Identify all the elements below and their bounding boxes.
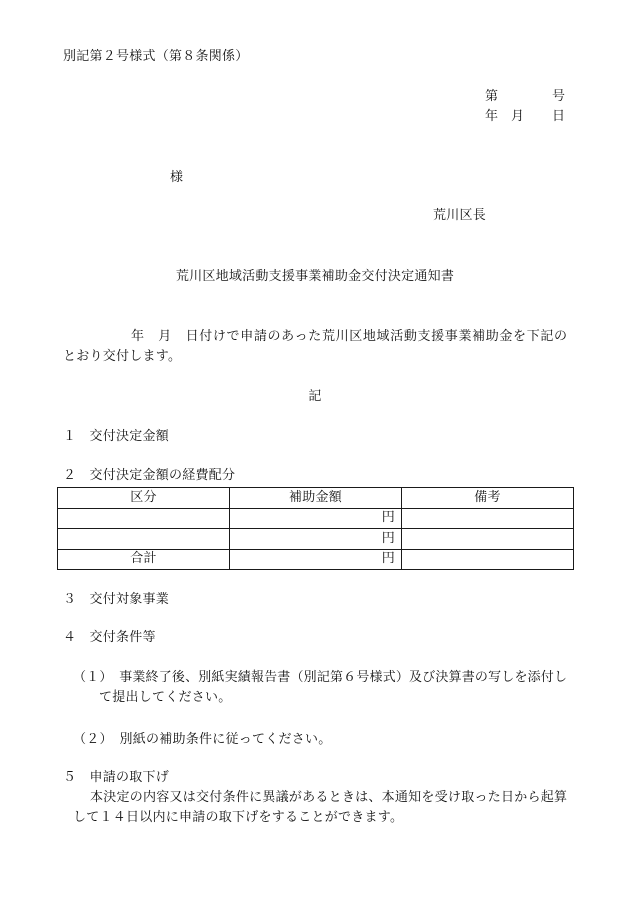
table-cell-amount: 円: [230, 529, 402, 550]
table-total-row: [58, 549, 574, 570]
table-header-category: 区分: [58, 488, 230, 509]
addressee-honorific: 様: [170, 170, 184, 185]
table-cell-remarks: [402, 549, 574, 570]
table-cell-total-label: 合計: [58, 549, 230, 570]
table-cell-category: [58, 529, 230, 550]
section-heading-conditions: ４ 交付条件等: [63, 630, 156, 645]
table-header-row: [58, 488, 574, 509]
table-cell-amount: 円: [230, 549, 402, 570]
table-header-amount: 補助金額: [230, 488, 402, 509]
number-prefix: 第: [485, 89, 499, 104]
withdrawal-line: 本決定の内容又は交付条件に異議があるときは、本通知を受け取った日から起算: [90, 790, 567, 805]
table-cell-remarks: [402, 508, 574, 529]
sender-name: 荒川区長: [433, 208, 487, 223]
condition-line: （２） 別紙の補助条件に従ってください。: [73, 732, 332, 747]
table-cell-remarks: [402, 529, 574, 550]
condition-line: て提出してください。: [99, 690, 232, 705]
table-row: [58, 529, 574, 550]
date-year: 年: [485, 109, 499, 124]
date-day: 日: [552, 109, 566, 124]
document-title: 荒川区地域活動支援事業補助金交付決定通知書: [175, 269, 455, 284]
table-cell-amount: 円: [230, 508, 402, 529]
section-heading-target-project: ３ 交付対象事業: [63, 592, 170, 607]
intro-line: 年 月 日付けで申請のあった荒川区地域活動支援事業補助金を下記の: [131, 329, 567, 344]
condition-line: （１） 事業終了後、別紙実績報告書（別記第６号様式）及び決算書の写しを添付し: [73, 670, 567, 685]
table-header-remarks: 備考: [402, 488, 574, 509]
section-heading-withdrawal: ５ 申請の取下げ: [63, 770, 170, 785]
table-row: [58, 508, 574, 529]
form-label: 別記第２号様式（第８条関係）: [63, 49, 249, 64]
ki-heading: 記: [308, 389, 322, 404]
section-heading-amount: １ 交付決定金額: [63, 429, 170, 444]
section-heading-allocation: ２ 交付決定金額の経費配分: [63, 468, 236, 483]
table-cell-category: [58, 508, 230, 529]
allocation-table: [57, 487, 574, 570]
date-month: 月: [511, 109, 525, 124]
withdrawal-line: して１４日以内に申請の取下げをすることができます。: [73, 810, 404, 825]
number-suffix: 号: [552, 89, 566, 104]
intro-line: とおり交付します。: [63, 349, 182, 364]
